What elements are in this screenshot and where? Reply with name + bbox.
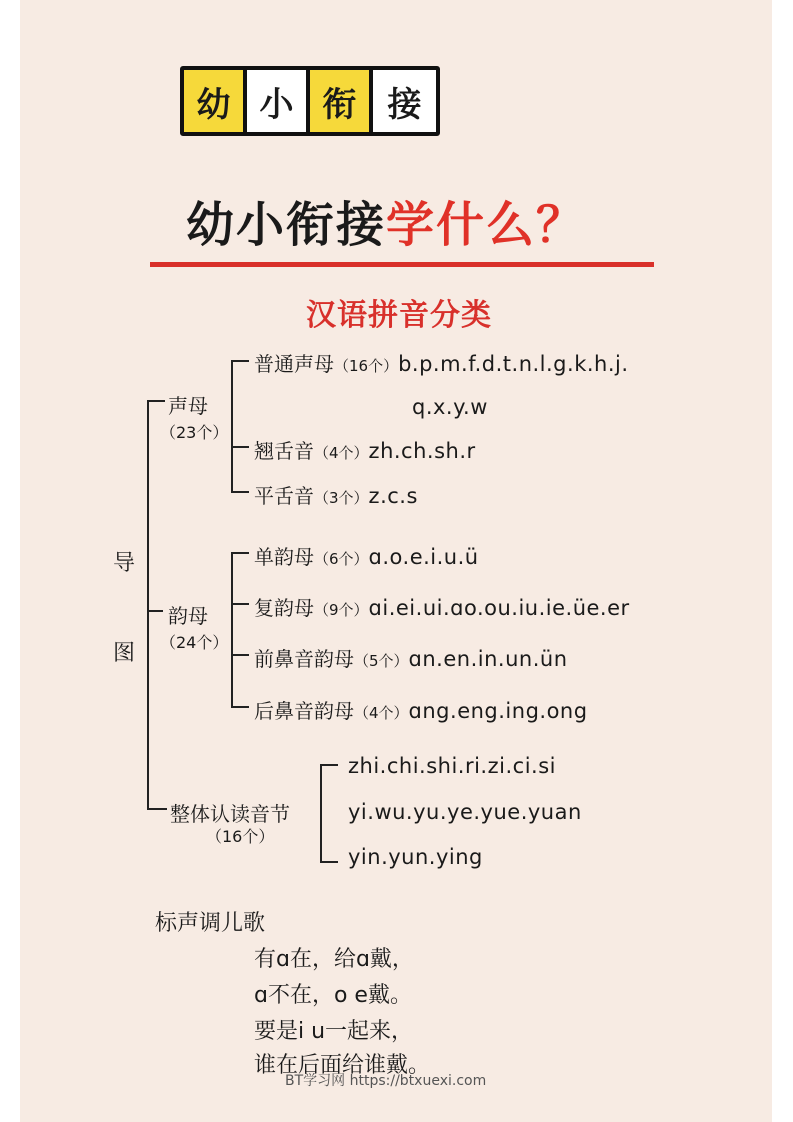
group-label-zhengti: 整体认读音节 [170,802,290,826]
song-line: 谁在后面给谁戴。 [254,1053,431,1078]
header-tile: 小 [247,70,310,132]
song-line: ɑ不在，o e戴。 [254,983,412,1008]
footer-watermark: BT学习网 https://btxuexi.com [285,1073,487,1089]
tree-spine [147,400,149,810]
list-item: 单韵母（6个）ɑ.o.e.i.u.ü [254,545,479,569]
tree-branch [320,861,338,863]
title-black: 幼小衔接 [186,197,387,253]
tree-branch [147,610,163,612]
list-item: 复韵母（9个）ɑi.ei.ui.ɑo.ou.iu.ie.üe.er [254,596,630,620]
root-label-bottom: 图 [113,641,136,666]
tree-branch [231,491,249,493]
group-count-zhengti: （16个） [206,827,275,846]
tree-bracket [320,764,322,862]
group-count-shengmu: （23个） [160,423,229,442]
tree-branch [147,400,165,402]
song-line: 有ɑ在，给ɑ戴， [254,947,414,972]
list-item: 翘舌音（4个）zh.ch.sh.r [254,439,476,463]
group-label-yunmu: 韵母 [168,604,208,628]
list-item: zhi.chi.shi.ri.zi.ci.si [348,754,556,778]
header-tile: 接 [373,70,436,132]
song-title: 标声调儿歌 [155,911,266,936]
tree-branch [231,603,249,605]
tree-branch [231,654,249,656]
header-tile: 幼 [184,70,247,132]
section-subtitle: 汉语拼音分类 [306,298,492,333]
list-item: 平舌音（3个）z.c.s [254,484,418,508]
tree-branch [231,706,249,708]
list-item: yin.yun.ying [348,845,483,869]
title-red: 学什么？ [386,197,587,253]
tree-bracket [231,552,233,707]
list-item-continued: q.x.y.w [412,395,488,419]
tree-branch [231,446,249,448]
header-tiles [180,66,440,136]
title-divider [150,262,654,267]
header-tile: 衔 [310,70,373,132]
list-item: yi.wu.yu.ye.yue.yuan [348,800,582,824]
list-item: 前鼻音韵母（5个）ɑn.en.in.un.ün [254,647,568,671]
group-count-yunmu: （24个） [160,633,229,652]
tree-branch [231,552,249,554]
tree-branch [147,808,167,810]
tree-branch [231,360,249,362]
song-line: 要是i u一起来， [254,1019,414,1044]
page-title [186,186,586,255]
root-label-top: 导 [113,551,136,576]
tree-bracket [231,360,233,492]
group-label-shengmu: 声母 [168,394,208,418]
tree-branch [320,764,338,766]
list-item: 普通声母（16个）b.p.m.f.d.t.n.l.g.k.h.j. [254,352,629,376]
list-item: 后鼻音韵母（4个）ɑng.eng.ing.ong [254,699,588,723]
